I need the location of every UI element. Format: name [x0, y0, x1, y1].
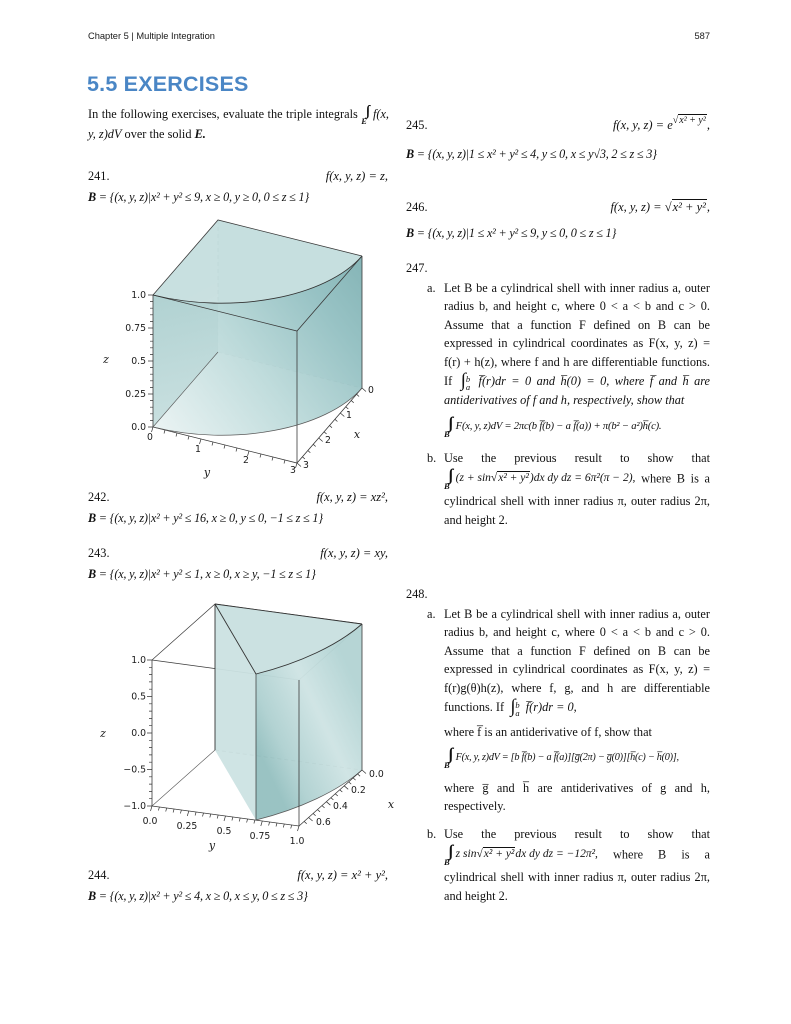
x-tick-label: 0.0 [369, 769, 384, 780]
triple-integral-symbol: ∫∫∫ E [361, 104, 367, 127]
x-tick-label: 0 [368, 385, 374, 396]
y-tick-label: 3 [290, 465, 296, 476]
exercise-number: 248. [406, 587, 428, 601]
exercise-241-header [88, 169, 388, 184]
exercise-248-part-b [427, 825, 710, 906]
x-tick-label: 0.4 [333, 801, 348, 812]
exercise-246-header [406, 200, 710, 215]
x-axis-label: x [353, 428, 361, 441]
exercise-number: 246. [406, 200, 428, 214]
section-title: 5.5 EXERCISES [87, 72, 249, 96]
exercise-number: 243. [88, 546, 110, 560]
exercise-247 [406, 259, 710, 529]
z-tick-label: −0.5 [123, 764, 146, 776]
page-number: 587 [694, 31, 710, 41]
exercise-243-set: B = {(x, y, z)|x² + y² ≤ 1, x ≥ 0, x ≥ y, −1 ≤ z ≤ 1} [88, 567, 316, 581]
exercise-247-part-a [427, 279, 710, 438]
part-label: a. [427, 280, 436, 295]
exercise-function: f(x, y, z) = x² + y², [297, 868, 388, 882]
x-axis-label: x [387, 798, 395, 811]
z-axis-label: z [100, 727, 106, 740]
exercise-function: f(x, y, z) = √x² + y², [610, 200, 710, 214]
exercise-242-header [88, 490, 388, 505]
part-a-text-3: where g̅ and h̅ are antiderivatives of g and h, respectively. [444, 780, 710, 814]
exercise-245-header [406, 115, 710, 133]
exercise-function: f(x, y, z) = e√x² + y², [612, 115, 710, 132]
x-tick-label: 0.6 [316, 817, 331, 828]
y-tick-label: 0.0 [142, 816, 158, 827]
figure-243-plot [60, 596, 400, 860]
y-tick-label: 0 [147, 432, 153, 443]
exercise-244-set: B = {(x, y, z)|x² + y² ≤ 4, x ≥ 0, x ≤ y, 0 ≤ z ≤ 3} [88, 889, 308, 903]
z-tick-label: 0.0 [131, 422, 146, 433]
y-tick-label: 0.25 [176, 821, 198, 832]
exercise-247-part-b [427, 449, 710, 530]
y-axis-label: y [203, 466, 211, 479]
y-tick-label: 1 [195, 444, 201, 455]
z-tick-label: 1.0 [131, 290, 146, 301]
z-tick-label: 0.5 [131, 356, 146, 367]
z-tick-label: 0.0 [131, 728, 146, 739]
triple-integral-symbol: ∫∫∫ B [444, 467, 450, 492]
exercise-function: f(x, y, z) = z, [325, 169, 388, 183]
exercise-242-set: B = {(x, y, z)|x² + y² ≤ 16, x ≥ 0, y ≤ 0, −1 ≤ z ≤ 1} [88, 511, 323, 525]
exercise-function: f(x, y, z) = xz², [316, 490, 388, 504]
exercise-number: 241. [88, 169, 110, 183]
figure-241-plot [60, 213, 400, 490]
intro-paragraph [88, 105, 389, 144]
z-tick-label: −1.0 [123, 801, 146, 812]
z-axis-label: z [103, 353, 109, 366]
intro-integrand: f(x, y, z)dV [88, 107, 389, 142]
y-tick-label: 2 [243, 455, 249, 466]
part-label: b. [427, 826, 437, 841]
exercise-246-set: B = {(x, y, z)|1 ≤ x² + y² ≤ 9, y ≤ 0, 0 ≤ z ≤ 1} [406, 226, 617, 240]
part-a-equation: ∫∫∫ B F(x, y, z)dV = 2πc(b f̅(b) − a f̅(a)) + π(b² − a²)h̅(c). [444, 414, 662, 439]
x-tick-label: 2 [325, 435, 331, 446]
part-a-text-2: where f̅ is an antiderivative of f, show that [444, 725, 652, 740]
exercise-248 [406, 585, 710, 906]
z-tick-label: 0.5 [131, 691, 146, 703]
triple-integral-symbol: ∫∫∫ B [444, 745, 450, 770]
x-tick-label: 0.2 [351, 785, 366, 796]
x-tick-label: 3 [303, 460, 309, 471]
z-tick-label: 1.0 [131, 655, 146, 666]
exercise-248-part-a [427, 605, 710, 816]
part-b-equation: ∫∫∫ B (z + sin√x² + y²)dx dy dz = 6π²(π − 2), [444, 467, 636, 492]
part-b-text: Use the previous result to show that ∫∫∫ B (z + sin√x² + y²)dx dy dz = 6π²(π − 2), where B is a cylindrical shell with inner radius π, outer radius 2π, and height 2. [444, 450, 710, 527]
z-tick-label: 0.25 [125, 389, 146, 400]
exercise-number: 247. [406, 261, 428, 275]
intro-text-2: over the solid [121, 127, 195, 142]
part-a-equation: ∫∫∫ B F(x, y, z)dV = [b f̅(b) − a f̅(a)][g̅(2π) − g̅(0)][h̅(c) − h̅(0)], [444, 745, 679, 770]
exercise-245-set: B = {(x, y, z)|1 ≤ x² + y² ≤ 4, y ≤ 0, x ≤ y√3, 2 ≤ z ≤ 3} [406, 147, 657, 161]
definite-integral-symbol: ∫ b a [510, 696, 520, 718]
exponent-radical: √x² + y² [672, 115, 706, 126]
part-b-equation: ∫∫∫ B z sin√x² + y²dx dy dz = −12π², [444, 843, 598, 868]
z-tick-label: 0.75 [125, 323, 146, 334]
y-tick-label: 0.75 [249, 831, 271, 842]
y-tick-label: 1.0 [289, 836, 305, 847]
exercise-243-header [88, 546, 388, 561]
y-tick-label: 0.5 [216, 826, 232, 837]
intro-solid-E: E. [194, 127, 206, 142]
y-axis-label: y [208, 839, 216, 852]
triple-integral-symbol: ∫∫∫ B [444, 843, 450, 868]
triple-integral-symbol: ∫∫∫ B [444, 414, 450, 439]
running-header: Chapter 5 | Multiple Integration [88, 31, 215, 41]
definite-integral-symbol: ∫ b a [460, 370, 471, 392]
intro-text: In the following exercises, evaluate the triple integrals [88, 107, 358, 121]
exercise-function: f(x, y, z) = xy, [320, 546, 388, 560]
exercise-number: 242. [88, 490, 110, 504]
part-label: b. [427, 450, 437, 465]
exercise-241-set: B = {(x, y, z)|x² + y² ≤ 9, x ≥ 0, y ≥ 0, 0 ≤ z ≤ 1} [88, 190, 310, 204]
exercise-244-header [88, 868, 388, 883]
part-label: a. [427, 606, 436, 621]
part-a-text: Let B be a cylindrical shell with inner radius a, outer radius b, and height c, where 0 < a < b and c > 0. Assume that a function F defined on B can be expressed in cylindrical coordinates as F(x, y, z) = f(r)g(θ)h(z), where f, g, and h are differentiable functions. If ∫ b a f̅(r)dr = 0, [444, 606, 710, 718]
part-a-text: Let B be a cylindrical shell with inner radius a, outer radius b, and height c, where 0 < a < b and c > 0. Assume that a function F defined on B can be expressed in cylindrical coordinates as F(x, y, z) = f(r) + h(z), where f and h are differentiable functions. If ∫ b a f̅(r)dr = 0 and h̅(0) = 0, where f̅ and h̅ are antiderivatives of f and h, respectively, show that [444, 280, 711, 408]
exercise-number: 244. [88, 868, 110, 882]
exercise-number: 245. [406, 118, 428, 132]
part-b-text: Use the previous result to show that ∫∫∫ B z sin√x² + y²dx dy dz = −12π², where B is a cylindrical shell with inner radius π, outer radius 2π, and height 2. [444, 826, 711, 903]
x-tick-label: 1 [346, 410, 352, 421]
